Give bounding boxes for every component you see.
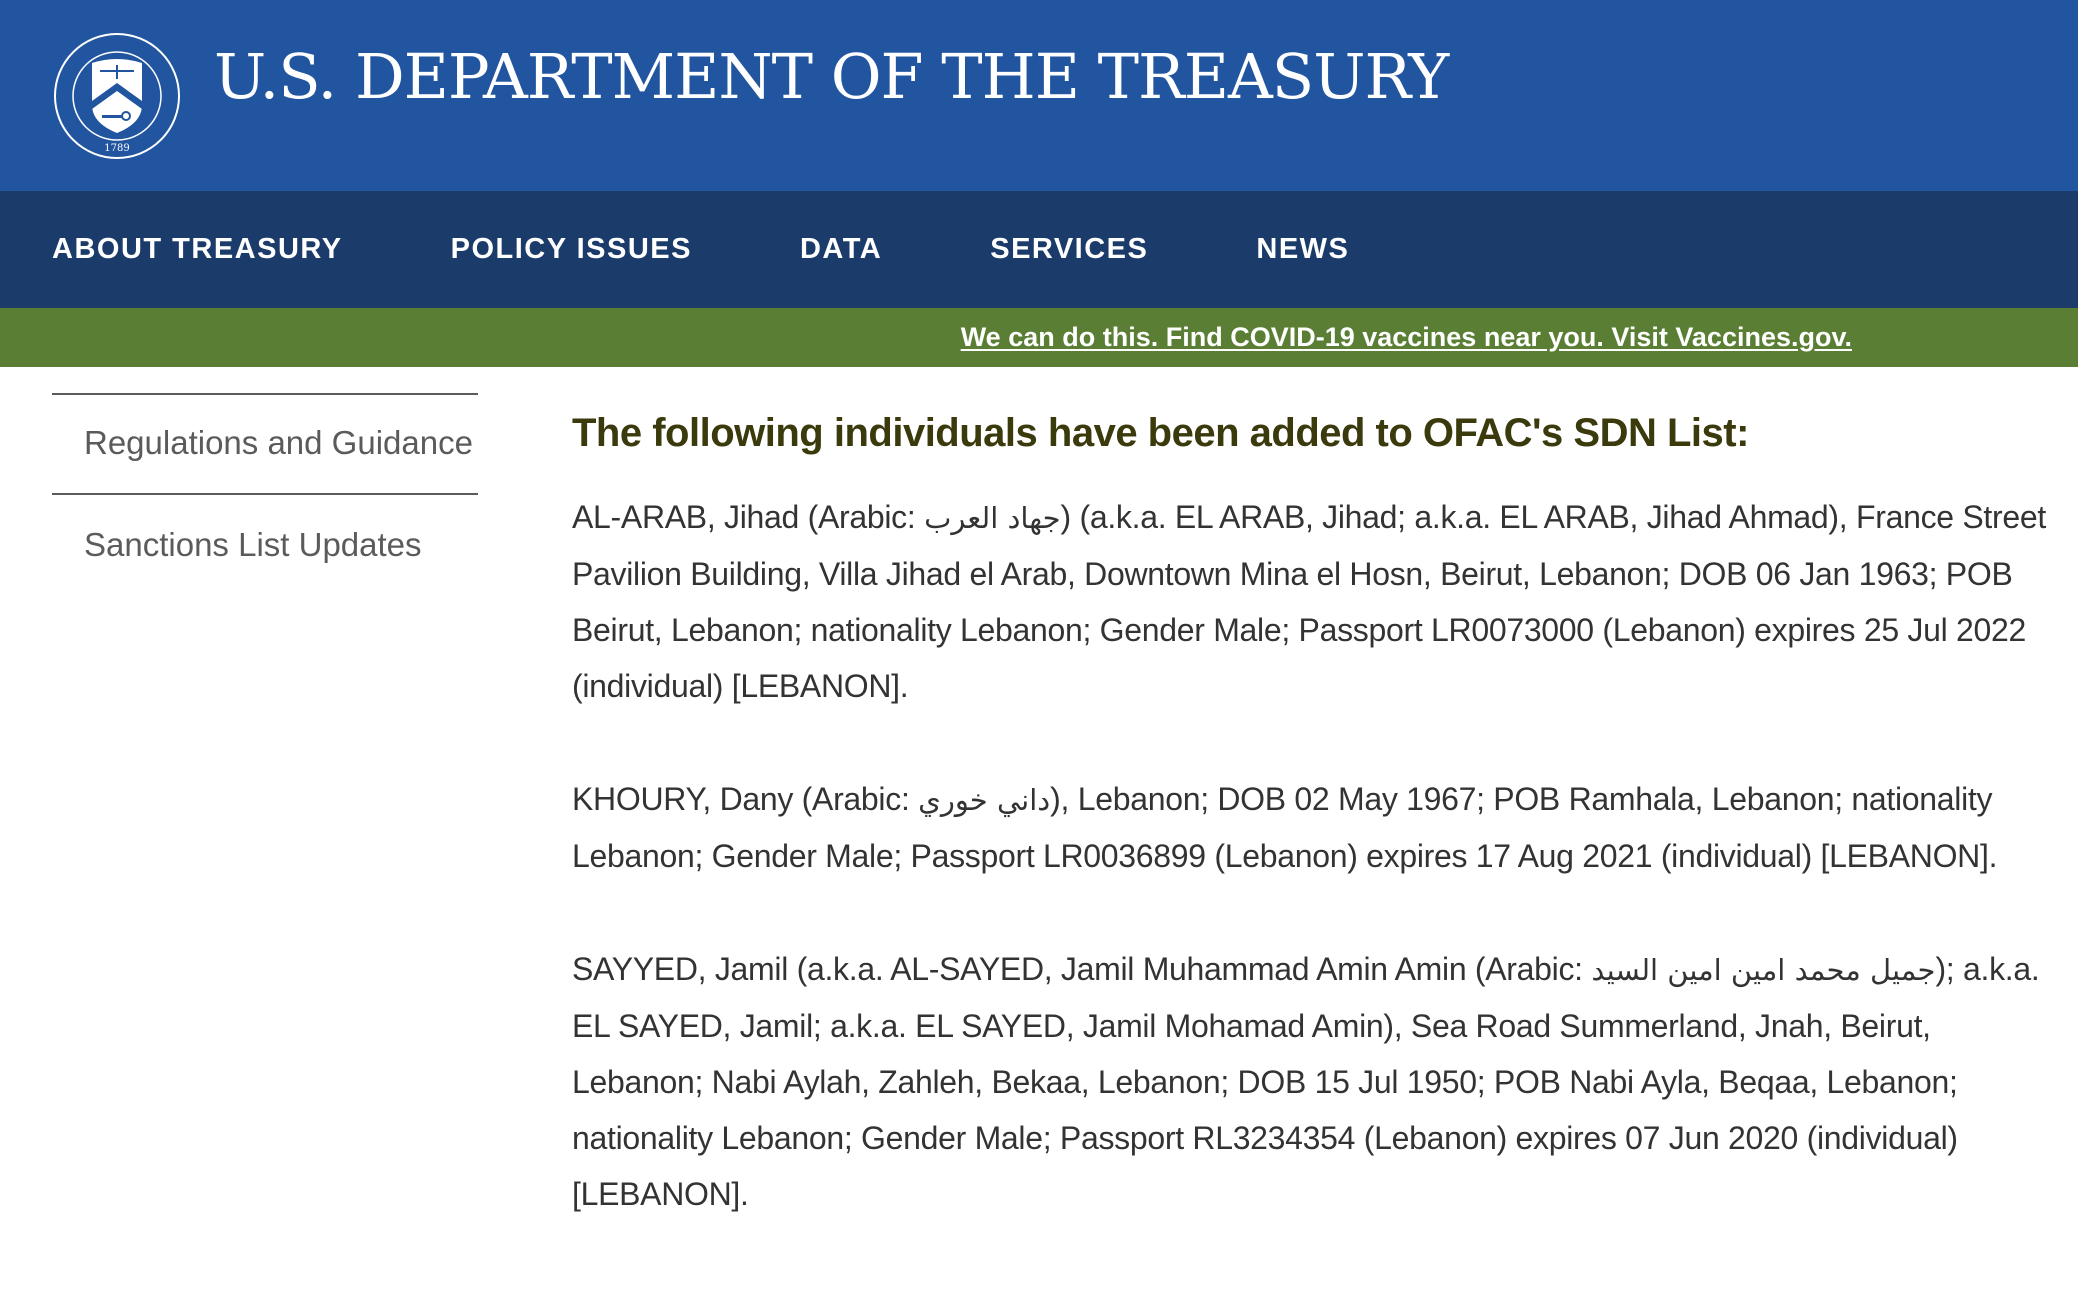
- page-heading: The following individuals have been added to OFAC's SDN List:: [572, 411, 1749, 455]
- main-content: [572, 407, 2052, 1279]
- arabic-name: جهاد العرب: [924, 501, 1061, 535]
- arabic-name: داني خوري: [918, 783, 1051, 817]
- nav-services[interactable]: SERVICES: [990, 233, 1149, 265]
- sdn-entry: [572, 771, 2052, 884]
- covid-vaccines-link[interactable]: We can do this. Find COVID-19 vaccines near you. Visit Vaccines.gov.: [960, 322, 1852, 352]
- entry-text: ) (a.k.a. EL ARAB, Jihad; a.k.a. EL ARAB, Jihad Ahmad), France Street Pavilion Building, Villa Jihad el Arab, Downtown Mina el Hosn, Beirut, Lebanon; DOB 06 Jan 1963; POB Beirut, Lebanon; nationality Lebanon; Gender Male; Passport LR0073000 (Lebanon) expires 25 Jul 2022 (individual) [LEBANON].: [572, 499, 2046, 704]
- sidebar-item-regulations-guidance[interactable]: Regulations and Guidance: [84, 424, 473, 461]
- masthead: [0, 0, 2078, 191]
- nav-policy-issues[interactable]: POLICY ISSUES: [450, 233, 692, 265]
- arabic-name: جميل محمد امين امين السيد: [1591, 953, 1936, 987]
- main-nav: [0, 191, 2078, 308]
- sdn-entry: [572, 941, 2052, 1222]
- entry-text: ); a.k.a. EL SAYED, Jamil; a.k.a. EL SAYED, Jamil Mohamad Amin), Sea Road Summerland, Jnah, Beirut, Lebanon; Nabi Aylah, Zahleh, Bekaa, Lebanon; DOB 15 Jul 1950; POB Nabi Ayla, Beqaa, Lebanon; nationality Lebanon; Gender Male; Passport RL3234354 (Lebanon) expires 07 Jun 2020 (individual) [LEBANON].: [572, 951, 2040, 1212]
- sidebar: [52, 393, 478, 595]
- nav-data[interactable]: DATA: [799, 233, 883, 265]
- site-title[interactable]: U.S. DEPARTMENT OF THE TREASURY: [214, 40, 1449, 114]
- entry-text: ), Lebanon; DOB 02 May 1967; POB Ramhala, Lebanon; nationality Lebanon; Gender Male; Passport LR0036899 (Lebanon) expires 17 Aug 2021 (individual) [LEBANON].: [572, 781, 1998, 874]
- svg-text:1789: 1789: [104, 142, 130, 154]
- treasury-seal-icon[interactable]: [52, 31, 182, 161]
- covid-banner: [0, 308, 2078, 367]
- nav-about-treasury[interactable]: ABOUT TREASURY: [52, 233, 343, 265]
- nav-news[interactable]: NEWS: [1256, 233, 1350, 265]
- entry-text: SAYYED, Jamil (a.k.a. AL-SAYED, Jamil Muhammad Amin Amin (Arabic:: [572, 951, 1592, 987]
- entry-text: AL-ARAB, Jihad (Arabic:: [572, 499, 925, 535]
- sidebar-item-sanctions-list-updates[interactable]: Sanctions List Updates: [84, 526, 422, 563]
- sdn-entry: [572, 489, 2052, 714]
- entry-text: KHOURY, Dany (Arabic:: [572, 781, 919, 817]
